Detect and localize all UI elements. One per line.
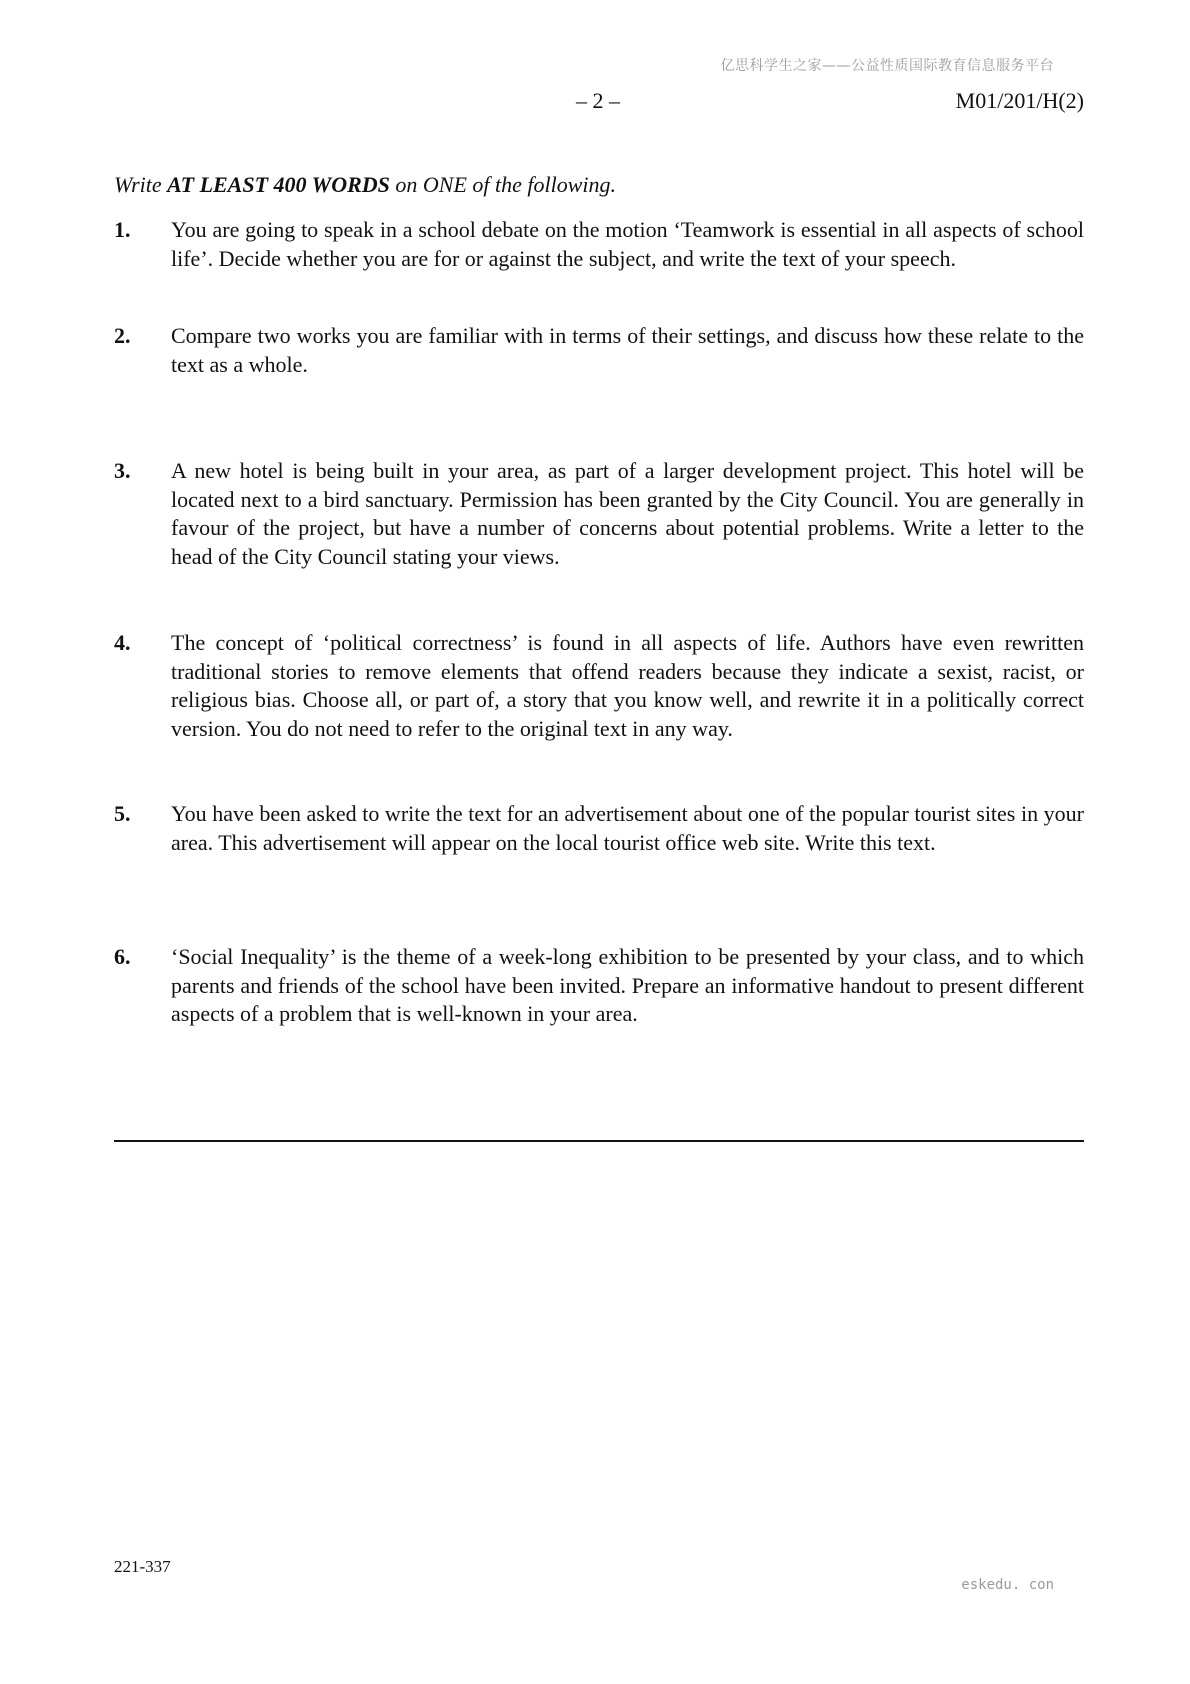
instruction-prefix: Write xyxy=(114,172,168,197)
header-watermark: 亿思科学生之家——公益性质国际教育信息服务平台 xyxy=(720,58,1054,74)
question-text: You are going to speak in a school debate on the motion ‘Teamwork is essential in all aspects of school life’. Decide whether you are for or against the subject, and write the text of your speech. xyxy=(171,217,1084,271)
question-number: 3. xyxy=(114,458,131,483)
question-number: 5. xyxy=(114,801,131,826)
question-text: Compare two works you are familiar with in terms of their settings, and discuss how these relate to the text as a whole. xyxy=(171,323,1084,377)
question-1 xyxy=(114,216,1084,273)
instruction-emphasis: AT LEAST 400 WORDS xyxy=(167,172,390,197)
question-text: The concept of ‘political correctness’ is found in all aspects of life. Authors have even rewritten traditional stories to remove elements that offend readers because they indicate a sexist, racist, or religious bias. Choose all, or part of, a story that you know well, and rewrite it in a politically correct version. You do not need to refer to the original text in any way. xyxy=(171,630,1084,741)
question-6 xyxy=(114,943,1084,1029)
section-divider xyxy=(114,1140,1084,1142)
question-5 xyxy=(114,800,1084,857)
question-text: A new hotel is being built in your area, as part of a larger development project. This hotel will be located next to a bird sanctuary. Permission has been granted by the City Council. You are generally in favour of the project, but have a number of concerns about potential problems. Write a letter to the head of the City Council stating your views. xyxy=(171,458,1084,569)
question-2 xyxy=(114,322,1084,379)
footer-code: 221-337 xyxy=(114,1557,171,1576)
paper-code: M01/201/H(2) xyxy=(955,88,1084,113)
question-4 xyxy=(114,629,1084,743)
question-text: ‘Social Inequality’ is the theme of a week-long exhibition to be presented by your class, and to which parents and friends of the school have been invited. Prepare an informative handout to present different aspects of a problem that is well-known in your area. xyxy=(171,944,1084,1026)
question-3 xyxy=(114,457,1084,571)
question-number: 1. xyxy=(114,217,131,242)
question-text: You have been asked to write the text for an advertisement about one of the popular tourist sites in your area. This advertisement will appear on the local tourist office web site. Write this text. xyxy=(171,801,1084,855)
instruction xyxy=(114,172,616,198)
question-number: 4. xyxy=(114,630,131,655)
question-number: 2. xyxy=(114,323,131,348)
page-number: – 2 – xyxy=(576,88,620,113)
question-number: 6. xyxy=(114,944,131,969)
instruction-suffix: on ONE of the following. xyxy=(389,172,617,197)
footer-watermark: eskedu. con xyxy=(961,1577,1054,1593)
